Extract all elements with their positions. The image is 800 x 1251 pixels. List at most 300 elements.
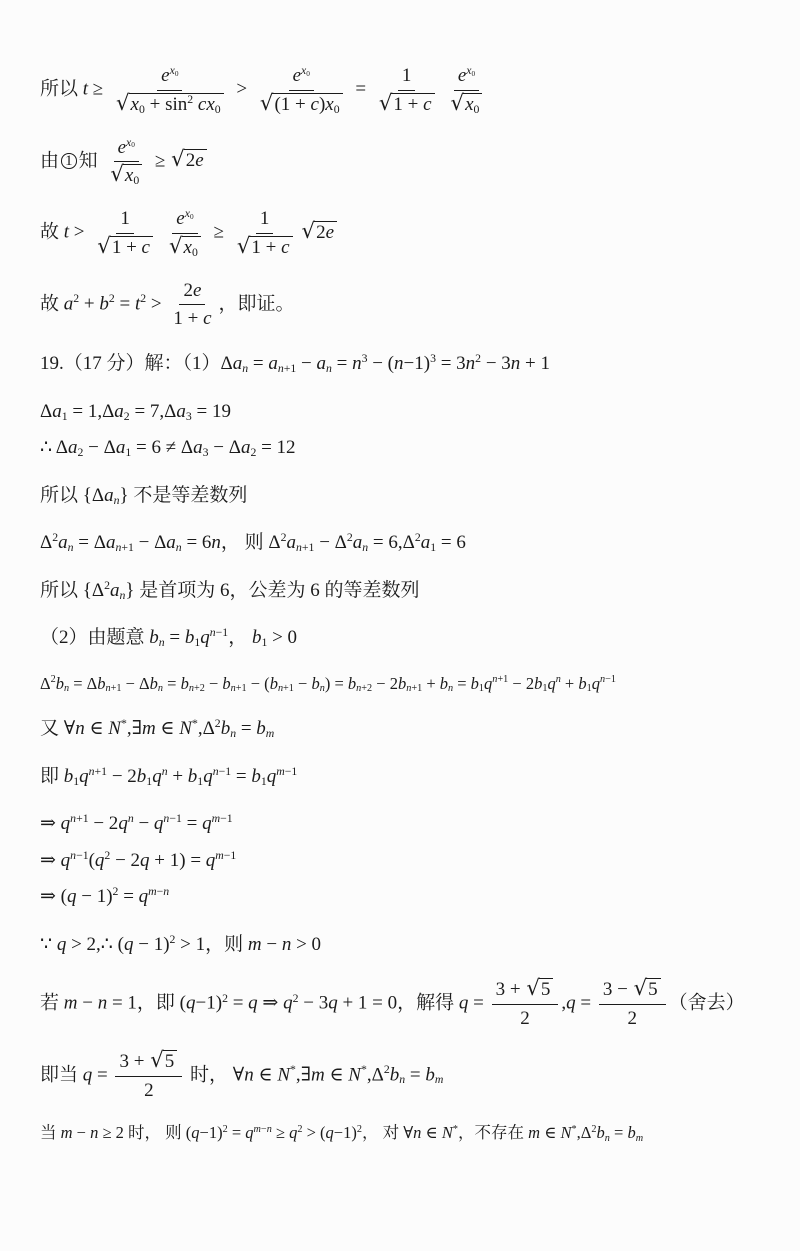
text-run: (: [88, 849, 95, 871]
math-variable: q: [266, 765, 277, 787]
text-run: ,∃: [295, 1064, 311, 1086]
math-variable: N: [560, 1123, 572, 1143]
superscript: [213, 766, 231, 778]
text-run: − 2: [110, 849, 141, 871]
math-variable: m: [215, 848, 224, 862]
solution-paragraph-3: [40, 207, 778, 260]
math-variable: q: [289, 1123, 298, 1143]
math-variable: c: [423, 93, 432, 115]
math-variable: m: [635, 1132, 644, 1144]
math-variable: q: [547, 673, 556, 693]
math-variable: n: [448, 683, 454, 695]
math-variable: q: [153, 813, 164, 835]
subscript: [115, 542, 133, 554]
text-run: −1: [220, 812, 233, 826]
text-run: −: [261, 933, 282, 955]
math-variable: n: [510, 353, 521, 375]
text-run: *: [452, 1124, 459, 1136]
text-run: ⇒: [40, 849, 61, 871]
math-variable: c: [141, 236, 150, 258]
square-root: [378, 90, 435, 116]
fraction-denominator: [140, 1077, 158, 1103]
text-run: 3: [202, 446, 209, 459]
math-variable: e: [176, 208, 185, 230]
math-variable: q: [202, 813, 212, 835]
text-run: ≥ 2 时， 则 (: [98, 1123, 192, 1143]
text-run: 2: [591, 1124, 597, 1136]
text-run: 0: [189, 211, 194, 221]
math-variable: n: [90, 1123, 99, 1143]
text-run: =: [453, 673, 471, 693]
text-run: = 1，即 (: [107, 992, 187, 1014]
math-variable: a: [109, 579, 120, 601]
text-run: +1: [283, 683, 294, 695]
math-line: [40, 715, 778, 744]
fraction-denominator: [164, 234, 206, 260]
text-run: 2: [414, 531, 421, 544]
math-variable: q: [200, 627, 210, 649]
math-variable: m: [310, 1064, 325, 1086]
text-run: 0: [191, 245, 198, 259]
text-run: =: [575, 992, 596, 1014]
math-variable: a: [420, 532, 431, 554]
text-run: 0: [333, 102, 340, 116]
text-run: ,: [561, 992, 567, 1014]
text-run: − (: [367, 353, 395, 375]
text-run: −: [133, 813, 154, 835]
superscript: [70, 850, 88, 862]
text-run: 2: [187, 92, 194, 106]
text-run: =: [350, 78, 371, 100]
text-run: ， 则 Δ: [220, 532, 281, 554]
text-run: = 1,Δ: [67, 400, 115, 422]
solution-paragraph-8: [40, 529, 778, 558]
text-run: *: [571, 1124, 577, 1136]
subscript: [406, 684, 422, 694]
math-variable: t: [63, 221, 70, 243]
text-run: =: [118, 886, 139, 908]
text-run: ，即证。: [218, 293, 295, 315]
math-variable: n: [465, 353, 476, 375]
text-run: 1: [261, 636, 268, 649]
math-variable: a: [105, 532, 116, 554]
text-run: 1: [120, 208, 130, 230]
superscript: [126, 137, 135, 149]
text-run: = 6: [436, 532, 466, 554]
square-root: [236, 233, 293, 259]
text-run: ， 对 ∀: [361, 1123, 414, 1143]
fraction: [492, 978, 559, 1031]
math-variable: a: [166, 532, 176, 554]
square-root: [168, 233, 201, 259]
text-run: +1: [94, 764, 108, 778]
text-run: 2: [52, 531, 59, 544]
subscript: [231, 684, 247, 694]
text-run: − 2: [107, 765, 137, 787]
text-run: 1: [197, 774, 204, 788]
text-run: 故: [40, 293, 64, 315]
math-variable: n: [163, 885, 170, 899]
superscript: [70, 813, 88, 825]
text-run: +1: [497, 674, 509, 686]
math-line: [40, 847, 778, 876]
math-variable: n: [105, 683, 111, 695]
text-run: *: [120, 717, 127, 731]
radical-sign-icon: √: [236, 233, 251, 259]
math-variable: x: [184, 207, 190, 220]
math-variable: q: [60, 813, 71, 835]
math-variable: q: [123, 933, 134, 955]
text-run: − Δ: [83, 437, 116, 459]
text-run: ∈: [253, 1064, 278, 1086]
text-run: 2: [77, 446, 84, 459]
fraction: [599, 978, 666, 1031]
math-variable: a: [115, 437, 126, 459]
text-run: 1: [401, 65, 412, 87]
text-run: −1: [218, 764, 232, 778]
radicand: [272, 93, 342, 116]
text-run: +1: [110, 683, 122, 695]
solution-paragraph-12: [40, 715, 778, 744]
radical-sign-icon: √: [115, 90, 130, 116]
text-run: 1: [146, 774, 153, 788]
fraction-numerator: [172, 207, 197, 234]
text-run: ≥: [150, 150, 171, 172]
math-variable: q: [205, 849, 216, 871]
text-run: 5: [648, 979, 658, 1001]
text-run: = Δ: [73, 532, 106, 554]
math-line: [40, 931, 778, 960]
math-variable: c: [281, 236, 290, 258]
subscript: [474, 104, 480, 116]
solution-paragraph-10: [40, 624, 778, 653]
text-run: −1: [605, 674, 616, 686]
square-root: [97, 233, 153, 259]
math-variable: n: [209, 626, 216, 639]
superscript: [89, 766, 107, 778]
text-run: 3: [430, 352, 436, 365]
math-variable: a: [352, 532, 363, 554]
math-variable: n: [157, 683, 164, 695]
math-variable: x: [126, 135, 132, 149]
math-variable: n: [97, 992, 108, 1014]
math-variable: n: [88, 764, 95, 778]
math-variable: q: [94, 849, 105, 871]
text-run: + sin: [144, 93, 188, 115]
text-run: ∈: [421, 1123, 442, 1143]
fraction-numerator: [398, 64, 416, 91]
text-run: 3: [361, 352, 368, 365]
math-variable: b: [256, 718, 266, 740]
fraction-denominator: [169, 305, 215, 331]
math-variable: N: [441, 1123, 453, 1143]
superscript: [210, 627, 228, 639]
text-run: ∴ Δ: [40, 437, 69, 459]
text-run: 1: [61, 409, 68, 423]
solution-paragraph-18: [40, 1121, 778, 1146]
text-run: 1 +: [393, 93, 424, 115]
math-variable: n: [599, 674, 606, 686]
text-run: 1: [73, 774, 80, 788]
radical-sign-icon: √: [171, 147, 185, 173]
text-run: (1 +: [274, 93, 311, 115]
square-root: [115, 90, 224, 116]
solution-paragraph-2: [40, 136, 778, 189]
radicand: [539, 978, 554, 1001]
subscript: [131, 141, 135, 148]
text-run: 1 +: [251, 236, 282, 258]
text-run: 2: [50, 674, 56, 686]
text-run: −: [204, 673, 223, 693]
text-run: 2: [169, 932, 176, 946]
text-run: > 1，则: [175, 933, 248, 955]
math-variable: n: [555, 674, 561, 686]
text-run: 又 ∀: [40, 718, 76, 740]
subscript: [190, 213, 194, 220]
math-variable: b: [311, 673, 320, 693]
math-variable: N: [108, 718, 121, 740]
radical-sign-icon: √: [633, 976, 648, 1002]
text-run: ⇒: [257, 992, 284, 1014]
math-variable: n: [356, 683, 362, 695]
math-variable: b: [269, 673, 278, 693]
math-line: [40, 577, 778, 606]
text-run: −: [293, 673, 312, 693]
fraction-denominator: [374, 91, 440, 117]
text-run: − Δ: [121, 673, 150, 693]
text-run: 2: [346, 531, 353, 544]
math-variable: n: [413, 1123, 422, 1143]
math-variable: n: [63, 683, 70, 695]
math-variable: a: [286, 532, 297, 554]
text-run: 2: [73, 292, 80, 306]
text-run: 0: [133, 174, 140, 188]
text-run: 3 +: [495, 979, 526, 1001]
math-line: [40, 64, 778, 117]
square-root: [301, 218, 338, 244]
radicand: [163, 1050, 178, 1073]
text-run: =: [231, 765, 252, 787]
text-run: ): [318, 93, 326, 115]
math-variable: b: [55, 673, 64, 693]
fraction-numerator: [492, 978, 559, 1005]
math-variable: b: [596, 1123, 605, 1143]
math-variable: m: [265, 727, 275, 741]
radicand: [182, 236, 201, 259]
math-variable: n: [266, 1124, 272, 1136]
text-run: 0: [473, 102, 480, 116]
math-variable: n: [70, 812, 77, 826]
math-variable: b: [578, 673, 587, 693]
fraction-denominator: [232, 234, 298, 260]
radical-sign-icon: √: [450, 90, 465, 116]
text-run: 1: [259, 208, 270, 230]
text-run: − Δ: [208, 437, 241, 459]
math-variable: n: [70, 848, 77, 862]
text-run: ,Δ: [576, 1123, 592, 1143]
square-root: [526, 978, 553, 1001]
text-run: =: [92, 1064, 113, 1086]
solution-paragraph-13: [40, 763, 778, 792]
solution-paragraph-4: [40, 279, 778, 332]
text-run: 2: [292, 991, 299, 1005]
fraction-denominator: [92, 234, 158, 260]
math-variable: b: [97, 673, 106, 693]
math-variable: q: [56, 933, 67, 955]
text-run: 2: [222, 1124, 228, 1136]
text-run: 19.（17 分）解：（1）Δ: [40, 353, 233, 375]
math-variable: n: [230, 727, 237, 741]
text-run: 所以 {Δ: [40, 484, 105, 506]
fraction: [374, 64, 440, 117]
text-run: + 1 = 0，解得: [337, 992, 459, 1014]
text-run: =: [248, 353, 269, 375]
text-run: Δ: [40, 532, 53, 554]
math-variable: t: [134, 293, 141, 315]
text-run: −: [72, 1123, 91, 1143]
radicand: [314, 221, 337, 244]
text-run: 2: [627, 1008, 637, 1030]
text-run: 1: [586, 683, 592, 695]
text-run: −1: [223, 848, 237, 862]
text-run: −1): [333, 1123, 357, 1143]
solution-paragraph-15: [40, 931, 778, 960]
subscript: [133, 175, 139, 187]
text-run: ∈: [540, 1123, 561, 1143]
math-variable: n: [115, 541, 122, 554]
text-run: ，不存在: [458, 1123, 529, 1143]
math-variable: b: [439, 673, 448, 693]
text-run: ) =: [324, 673, 348, 693]
text-run: = 7,Δ: [129, 400, 177, 422]
fraction: [92, 207, 158, 260]
text-run: 5: [164, 1050, 175, 1072]
subscript: [334, 104, 340, 116]
text-run: 即当: [40, 1064, 83, 1086]
fraction-numerator: [256, 207, 274, 234]
math-line: [40, 672, 778, 697]
math-variable: a: [52, 400, 62, 422]
fraction-numerator: [179, 279, 205, 306]
text-run: 1: [478, 683, 485, 695]
text-run: 1: [430, 541, 437, 554]
fraction-denominator: [516, 1005, 534, 1031]
math-line: [40, 434, 778, 463]
text-run: + 1: [520, 353, 550, 375]
radical-sign-icon: √: [301, 218, 316, 244]
math-variable: q: [152, 765, 162, 787]
math-line: [40, 350, 778, 379]
fraction-denominator: [446, 91, 488, 117]
math-variable: b: [425, 1064, 435, 1086]
superscript: [276, 766, 297, 778]
radicand: [646, 978, 661, 1001]
math-variable: n: [277, 683, 284, 695]
text-run: ∵: [40, 933, 57, 955]
radicand: [391, 93, 434, 116]
text-run: > 2,∴ (: [66, 933, 124, 955]
solution-paragraph-9: [40, 577, 778, 606]
subscript: [192, 247, 198, 259]
math-variable: a: [193, 437, 203, 459]
text-run: +: [422, 673, 440, 693]
math-variable: e: [195, 150, 204, 172]
text-run: 2: [214, 717, 221, 731]
text-run: 2: [475, 352, 482, 365]
text-run: 2: [316, 221, 326, 243]
math-variable: n: [277, 362, 284, 375]
subscript: [471, 70, 475, 77]
superscript: [466, 65, 475, 77]
fraction-denominator: [624, 1005, 642, 1031]
math-variable: x: [325, 93, 334, 115]
fraction: [111, 64, 229, 117]
text-run: 2: [297, 1124, 303, 1136]
text-run: 0: [131, 140, 135, 150]
subscript: [189, 684, 205, 694]
fraction-denominator: [255, 91, 348, 117]
text-run: ∈: [155, 718, 180, 740]
text-run: *: [290, 1063, 296, 1077]
fraction: [446, 64, 488, 117]
radicand: [463, 93, 482, 116]
math-variable: n: [242, 362, 249, 375]
math-variable: q: [591, 673, 600, 693]
text-run: （2）由题意: [40, 627, 150, 649]
text-run: −1: [169, 812, 182, 826]
math-variable: m: [276, 764, 285, 778]
text-run: } 不是等差数列: [119, 484, 248, 506]
radical-sign-icon: √: [150, 1047, 164, 1073]
text-run: − 3: [298, 992, 329, 1014]
math-variable: x: [465, 93, 474, 115]
square-root: [171, 149, 207, 172]
text-run: = 19: [191, 400, 231, 422]
math-variable: t: [82, 78, 89, 100]
math-variable: b: [149, 673, 158, 693]
text-run: ≥: [208, 221, 229, 243]
radicand: [184, 149, 207, 172]
text-run: −: [260, 1124, 267, 1136]
math-variable: a: [268, 353, 278, 375]
text-run: +1: [283, 362, 297, 375]
text-run: 知: [78, 150, 103, 172]
math-variable: N: [179, 718, 192, 740]
math-variable: q: [325, 1123, 334, 1143]
text-run: 1: [260, 774, 267, 788]
math-line: [40, 529, 778, 558]
subscript: [215, 104, 221, 116]
math-variable: n: [75, 718, 85, 740]
text-run: ∈: [84, 718, 109, 740]
math-variable: m: [253, 1124, 261, 1136]
text-run: > 0: [267, 627, 298, 649]
superscript: [185, 208, 194, 220]
text-run: 1: [542, 683, 548, 695]
text-run: 2: [140, 292, 147, 306]
text-run: ,∃: [126, 718, 142, 740]
fraction-numerator: [157, 64, 182, 91]
superscript: [215, 850, 236, 862]
math-variable: b: [389, 1064, 400, 1086]
text-run: 即: [40, 765, 64, 787]
text-run: 由: [40, 150, 60, 172]
text-run: 当: [40, 1123, 61, 1143]
superscript: [492, 675, 508, 685]
text-run: −: [156, 885, 164, 899]
math-variable: a: [316, 353, 326, 375]
square-root: [450, 90, 483, 116]
